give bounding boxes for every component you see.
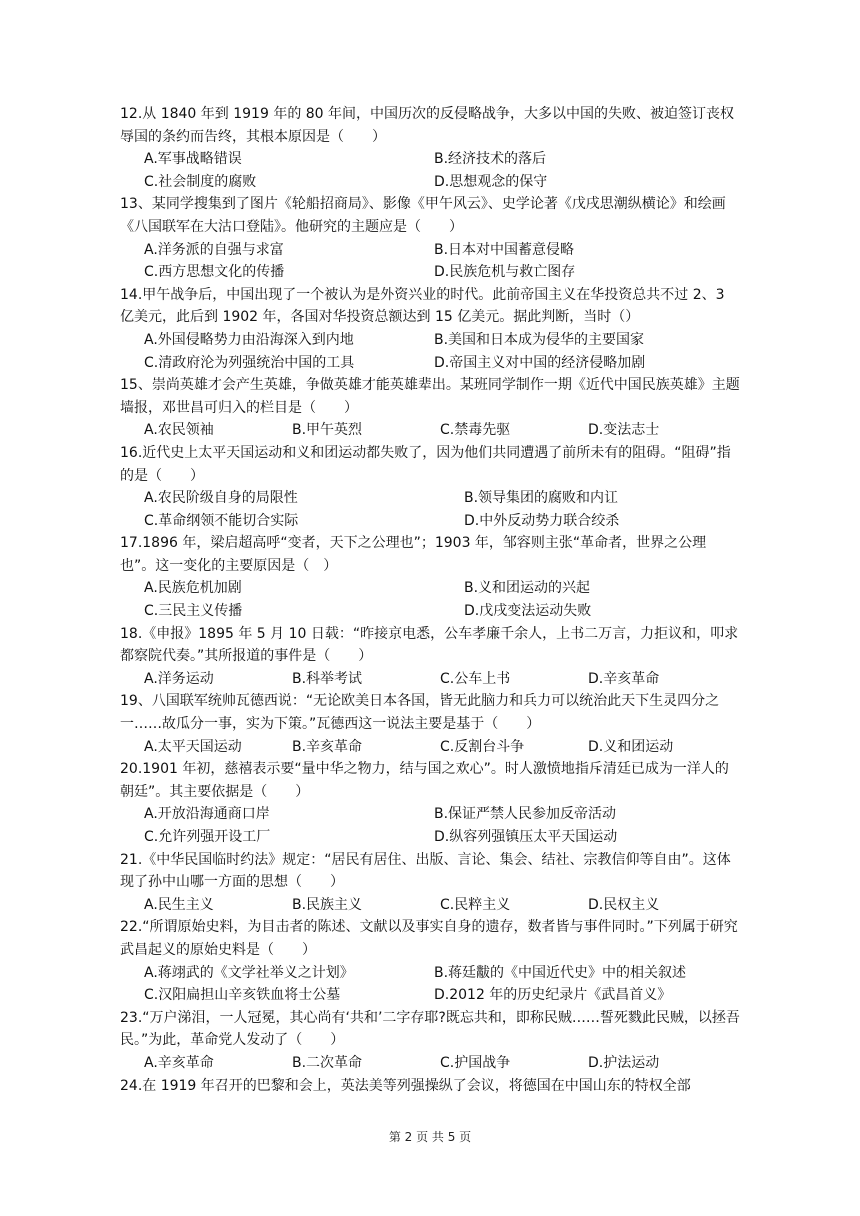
answer-option: C.社会制度的腐败 [144,173,257,190]
question-stem: 19、八国联军统帅瓦德西说：“无论欧美日本各国，皆无此脑力和兵力可以统治此天下生灵四分之一……故瓜分一事，实为下策。”瓦德西这一说法主要是基于（ ） [120,693,720,733]
answer-option: A.军事战略错误 [144,151,242,168]
question-list [120,103,740,1097]
option-list [120,148,740,193]
answer-option: C.革命纲领不能切合实际 [144,512,299,529]
answer-option: D.民权主义 [588,896,660,913]
question-item [120,374,740,442]
question-item [120,849,740,917]
answer-option: D.变法志士 [588,422,660,439]
answer-option: C.清政府沦为列强统治中国的工具 [144,354,355,371]
question-item [120,532,740,622]
question-item [120,284,740,374]
question-stem: 24.在 1919 年召开的巴黎和会上，英法美等列强操纵了会议，将德国在中国山东的特权全部 [120,1077,691,1094]
answer-option: C.护国战争 [440,1054,511,1071]
answer-option: D.思想观念的保守 [434,173,548,190]
answer-option: B.经济技术的落后 [434,151,547,168]
question-stem: 22.“所谓原始史料，为目击者的陈述、文献以及事实自身的遗存，数者皆与事件同时。”下列属于研究武昌起义的原始史料是（ ） [120,919,738,958]
option-list [120,962,740,1007]
answer-option: A.洋务派的自强与求富 [144,241,284,258]
question-item [120,442,740,532]
answer-option: A.外国侵略势力由沿海深入到内地 [144,331,354,348]
answer-option: C.西方思想文化的传播 [144,264,285,281]
option-list [120,1052,740,1075]
answer-option: B.蒋廷黻的《中国近代史》中的相关叙述 [434,964,687,981]
question-stem: 13、某同学搜集到了图片《轮船招商局》、影像《甲午风云》、史学论著《戊戌思潮纵横论》和绘画《八国联军在大沽口登陆》。他研究的主题应是（ ） [120,196,726,235]
answer-option: A.民生主义 [144,896,214,913]
answer-option: C.反割台斗争 [440,738,525,755]
answer-option: A.洋务运动 [144,670,214,687]
question-stem: 16.近代史上太平天国运动和义和团运动都失败了，因为他们共同遭遇了前所未有的阻碍。“阻碍”指的是（ ） [120,444,731,484]
answer-option: C.禁毒先驱 [440,422,511,439]
answer-option: D.民族危机与救亡图存 [434,264,576,281]
answer-option: B.科举考试 [292,670,363,687]
question-item [120,758,740,848]
question-stem: 18.《申报》1895 年 5 月 10 日载：“昨接京电悉，公车孝廉千余人，上书二万言，力拒议和，叩求都察院代奏。”其所报道的事件是（ ） [120,625,739,665]
question-stem: 21.《中华民国临时约法》规定：“居民有居住、出版、言论、集会、结社、宗教信仰等自由”。这体现了孙中山哪一方面的思想（ ） [120,851,731,891]
answer-option: B.领导集团的腐败和内讧 [464,490,619,507]
question-item [120,103,740,193]
question-item [120,623,740,691]
answer-option: B.保证严禁人民参加反帝活动 [434,806,617,823]
option-list [120,803,740,848]
answer-option: D.义和团运动 [588,738,674,755]
answer-option: C.民粹主义 [440,896,511,913]
question-item [120,690,740,758]
answer-option: B.二次革命 [292,1054,363,1071]
answer-option: C.三民主义传播 [144,603,243,620]
question-stem: 15、崇尚英雄才会产生英雄，争做英雄才能英雄辈出。某班同学制作一期《近代中国民族英雄》主题墙报，邓世昌可归入的栏目是（ ） [120,377,740,416]
answer-option: A.辛亥革命 [144,1054,214,1071]
answer-option: C.公车上书 [440,670,511,687]
question-stem: 20.1901 年初，慈禧表示要“量中华之物力，结与国之欢心”。时人激愤地指斥清廷已成为一洋人的朝廷”。其主要依据是（ ） [120,761,729,800]
answer-option: A.开放沿海通商口岸 [144,806,270,823]
answer-option: A.农民阶级自身的局限性 [144,490,298,507]
option-list [120,736,740,759]
answer-option: B.美国和日本成为侵华的主要国家 [434,331,645,348]
answer-option: D.戊戌变法运动失败 [464,603,592,620]
question-item [120,916,740,1006]
option-list [120,894,740,917]
answer-option: D.2012 年的历史纪录片《武昌首义》 [434,987,672,1004]
question-item [120,193,740,283]
question-item [120,1007,740,1075]
answer-option: A.农民领袖 [144,422,214,439]
answer-option: B.辛亥革命 [292,738,363,755]
answer-option: C.汉阳扁担山辛亥铁血将士公墓 [144,987,341,1004]
page-footer: 第 2 页 共 5 页 [388,1130,472,1144]
option-list [120,577,740,622]
answer-option: B.义和团运动的兴起 [464,580,591,597]
option-list [120,329,740,374]
answer-option: B.民族主义 [292,896,363,913]
option-list [120,487,740,532]
question-stem: 14.甲午战争后，中国出现了一个被认为是外资兴业的时代。此前帝国主义在华投资总共不过 2、3 亿美元，此后到 1902 年，各国对华投资总额达到 15 亿美元。据此判断，当时（） [120,286,725,326]
option-list [120,668,740,691]
answer-option: A.民族危机加剧 [144,580,242,597]
answer-option: D.纵容列强镇压太平天国运动 [434,829,618,845]
question-stem: 23.“万户涕泪，一人冠冕，其心尚有‘共和’二字存耶?既忘共和，即称民贼……誓死戮此民贼，以拯吾民。”为此，革命党人发动了（ ） [120,1009,740,1049]
question-stem: 12.从 1840 年到 1919 年的 80 年间，中国历次的反侵略战争，大多以中国的失败、被迫签订丧权辱国的条约而告终，其根本原因是（ ） [120,106,735,145]
answer-option: D.辛亥革命 [588,670,660,687]
option-list [120,239,740,284]
answer-option: B.甲午英烈 [292,422,363,439]
answer-option: D.中外反动势力联合绞杀 [464,512,620,529]
question-stem: 17.1896 年，梁启超高呼“变者，天下之公理也”；1903 年，邹容则主张“革命者，世界之公理也”。这一变化的主要原因是（ ） [120,535,707,574]
answer-option: A.蒋翊武的《文学社举义之计划》 [144,964,354,981]
answer-option: D.护法运动 [588,1054,660,1071]
question-item [120,1075,740,1098]
answer-option: A.太平天国运动 [144,738,242,755]
answer-option: B.日本对中国蓄意侵略 [434,241,575,258]
answer-option: C.允许列强开设工厂 [144,829,271,845]
option-list [120,419,740,442]
answer-option: D.帝国主义对中国的经济侵略加剧 [434,354,646,371]
